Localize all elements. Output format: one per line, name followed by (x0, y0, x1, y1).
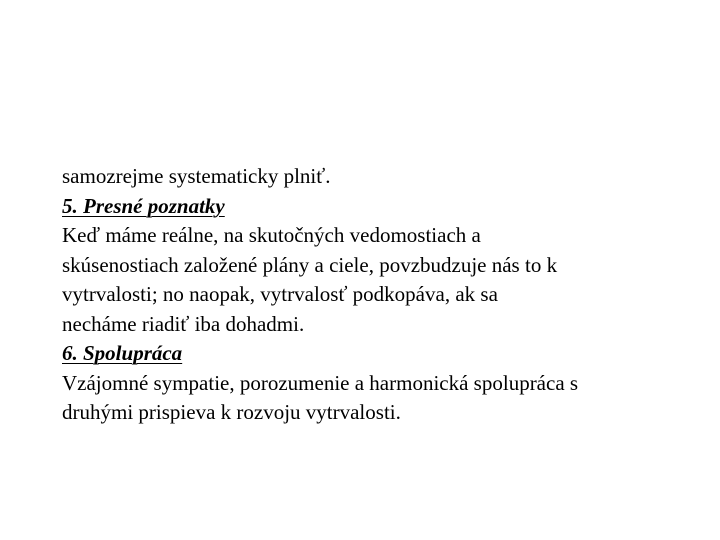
text-line: druhými prispieva k rozvoju vytrvalosti. (62, 400, 401, 424)
text-line: samozrejme systematicky plniť. (62, 164, 331, 188)
section-heading-presne-poznatky: 5. Presné poznatky (62, 193, 225, 218)
paragraph-presne-poznatky (62, 221, 702, 339)
section-heading-spolupraca: 6. Spolupráca (62, 341, 183, 365)
paragraph-spolupraca (62, 369, 702, 428)
paragraph-continuation (62, 162, 702, 192)
text-line: vytrvalosti; no naopak, vytrvalosť podkopáva, ak sa (62, 282, 498, 306)
text-line: Vzájomné sympatie, porozumenie a harmonická spolupráca s (62, 370, 579, 395)
text-line: necháme riadiť iba dohadmi. (62, 311, 305, 336)
text-line: skúsenostiach založené plány a ciele, povzbudzuje nás to k (62, 252, 558, 277)
text-line: Keď máme reálne, na skutočných vedomostiach a (62, 223, 481, 247)
slide-body (62, 162, 702, 428)
